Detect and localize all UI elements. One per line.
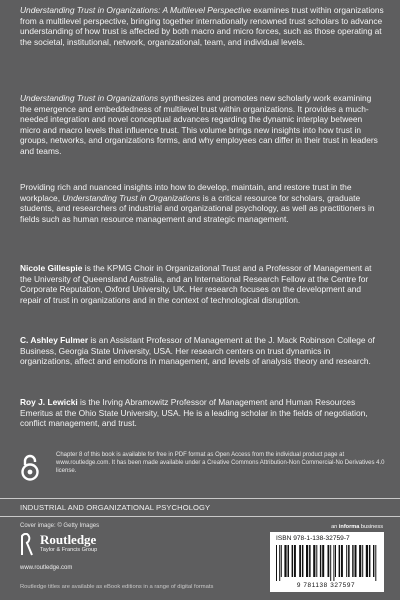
description-text: synthesizes and promotes new scholarly work examining the emergence and embeddedness of multilevel trust within organizations. It provides a much-needed integration and novel conceptual advances regarding the dynamic interplay between micro and macro levels that influence trust. This volume brings new insights into how trust in groups, networks, and organizations forms, and why employees can differ in their trust in leaders and teams. [20, 93, 378, 156]
cover-image-credit: Cover image: © Getty Images [20, 523, 100, 529]
author-name: Roy J. Lewicki [20, 397, 78, 407]
author-bio [20, 335, 384, 367]
publisher-logo [20, 532, 140, 564]
author-bio [20, 263, 384, 305]
informa-brand: informa [338, 524, 360, 530]
description-paragraph-1 [20, 5, 384, 47]
ebook-note: Routledge titles are available as eBook editions in a range of digital formats [20, 584, 214, 590]
book-title: Understanding Trust in Organizations [20, 93, 159, 103]
book-title: Understanding Trust in Organizations: A Multilevel Perspective [20, 5, 252, 15]
publisher-name: Routledge [40, 532, 97, 547]
informa-business-tag: an informa business [331, 524, 383, 530]
barcode-bars [274, 545, 378, 581]
open-access-lock-icon [20, 454, 40, 482]
author-bio-text: is the KPMG Choir in Organizational Trust and a Professor of Management at the University of Queensland Australia, and an International Research Fellow at the Centre for Corporate Reputation, Oxford University, UK. Her research focuses on the development and repair of trust in organizations and in the context of technological disruption. [20, 263, 372, 305]
author-name: C. Ashley Fulmer [20, 335, 89, 345]
publisher-website: www.routledge.com [20, 565, 73, 571]
description-text: is a critical resource for scholars, graduate students, and researchers of industrial and organizational psychology, as well as practitioners in fields such as human resource management and strategic management. [20, 192, 375, 224]
author-name: Nicole Gillespie [20, 263, 83, 273]
author-bio-text: is an Assistant Professor of Management at the J. Mack Robinson College of Business, Georgia State University, USA. Her research centers on trust dynamics in organizations, affect and emotions in management, and levels of analysis theory and research. [20, 335, 375, 367]
author-bio-text: is the Irving Abramowitz Professor of Management and Human Resources Emeritus at the Ohio State University, USA. He is a leading scholar in the fields of negotiation, conflict management, and trust. [20, 397, 368, 429]
routledge-mark-icon [20, 533, 36, 557]
publisher-group: Taylor & Francis Group [40, 547, 98, 553]
description-paragraph-2 [20, 93, 384, 157]
barcode-number: 9 781138 327597 [296, 582, 356, 589]
description-text: Providing rich and nuanced insights into how to develop, maintain, and restore trust in the workplace, [20, 182, 352, 203]
author-bio [20, 397, 384, 429]
open-access-notice [20, 452, 384, 488]
subject-category: INDUSTRIAL AND ORGANIZATIONAL PSYCHOLOGY [20, 503, 211, 512]
description-text: examines trust within organizations from a multilevel perspective, bringing together internationally renowned trust scholars to advance understanding of how trust is affected by both macro and micro forces, such as those operating at the societal, institutional, network, organizational, team, and individual levels. [20, 5, 384, 47]
isbn-barcode [270, 532, 384, 592]
category-band [0, 498, 400, 517]
description-paragraph-3 [20, 182, 384, 224]
book-title: Understanding Trust in Organizations [62, 192, 201, 203]
isbn-label: ISBN 978-1-138-32759-7 [276, 535, 350, 542]
open-access-text: Chapter 8 of this book is available for free in PDF format as Open Access from the individual product page at www.routledge.com. It has been made available under a Creative Commons Attribution-Non Commercial-No Derivatives 4.0 license. [56, 452, 385, 474]
